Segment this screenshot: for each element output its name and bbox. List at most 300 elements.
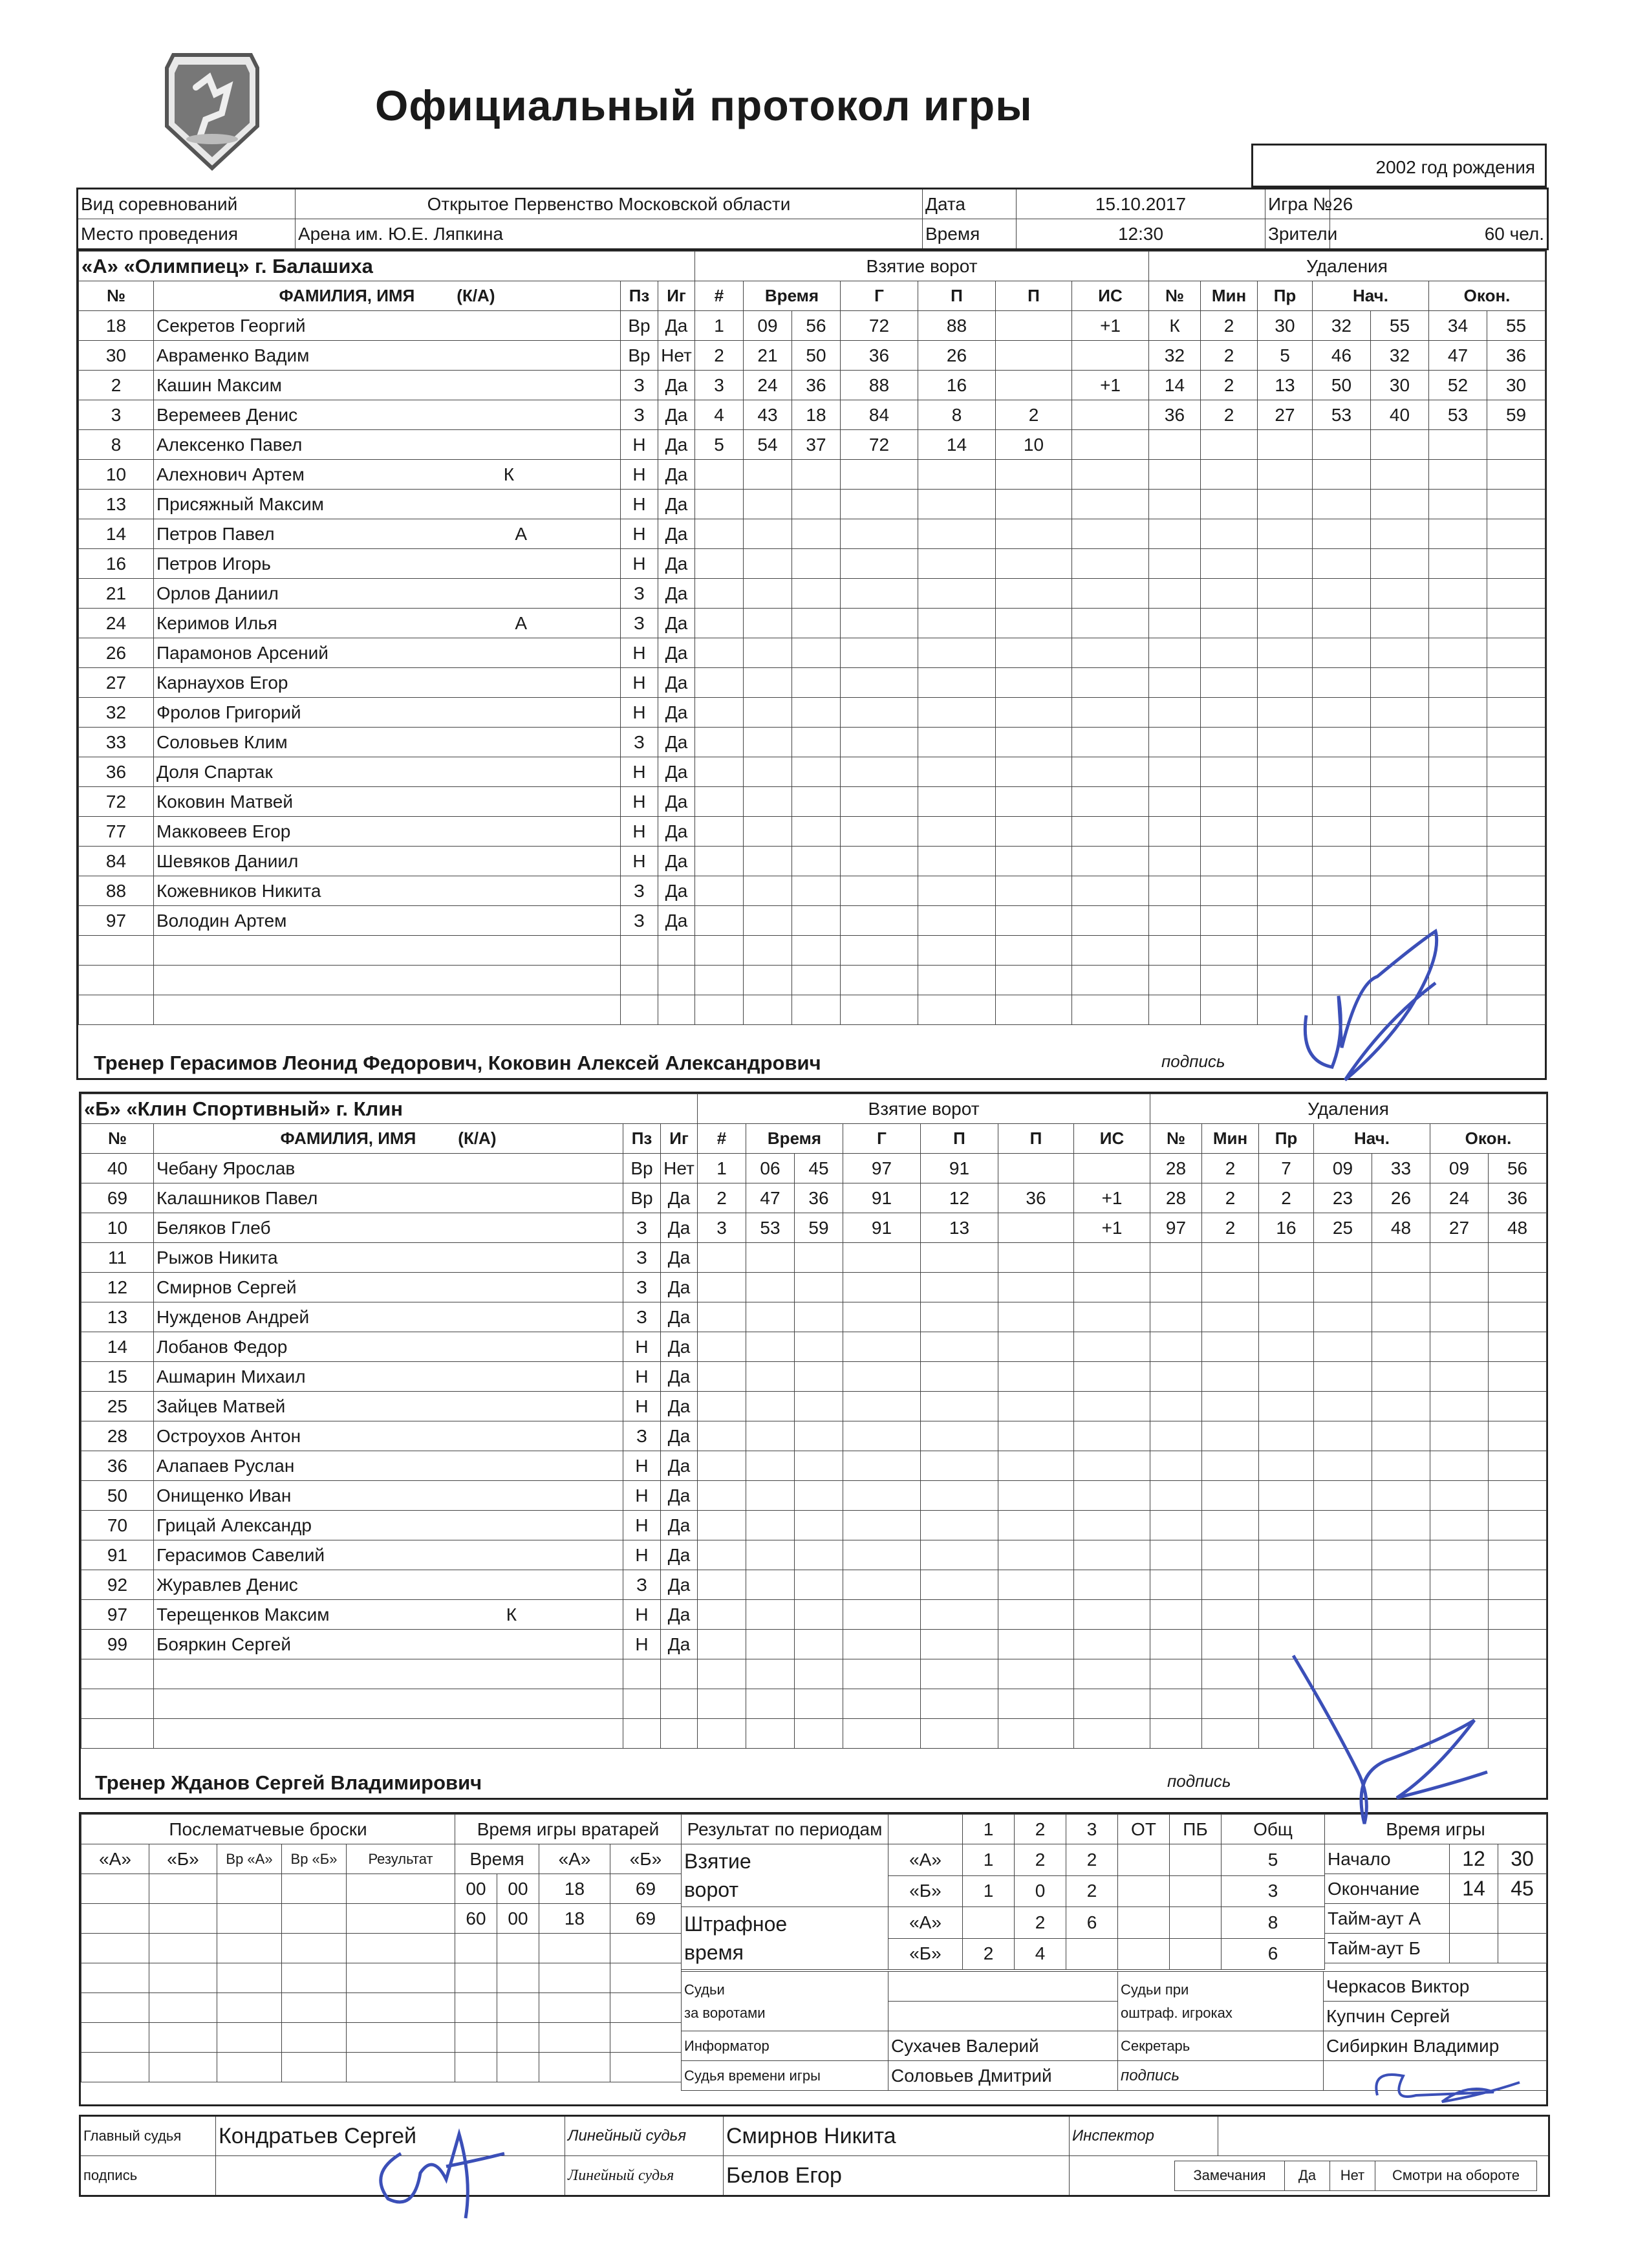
goal-row-cell [792,638,841,668]
player-name-text: Фролов Григорий [156,702,301,722]
penalty-row-cell [1487,609,1545,638]
goal-row-cell [1074,1540,1150,1570]
goal-row-cell [843,1600,921,1630]
player-row [79,490,695,519]
penalty-row-cell [1150,1659,1202,1689]
goal-row [695,728,1149,757]
goal-row-cell [1072,400,1149,430]
penalty-row-cell [1259,1332,1314,1362]
penalty-row-cell [1150,1481,1202,1511]
penalty-row-cell [1429,757,1487,787]
goal-row-cell [998,1600,1074,1630]
shootout-table [81,1814,455,2082]
penalty-row-cell [1429,609,1487,638]
goal-row-cell [744,817,792,847]
player-row [79,817,695,847]
player-plays: Да [661,1421,698,1451]
player-position: З [621,728,658,757]
penalty-row-cell [1202,1243,1259,1273]
goal-row-cell: 97 [843,1154,921,1183]
goal-row-cell [795,1719,843,1749]
goal-row-cell: 8 [918,400,996,430]
penalty-row-cell [1430,1511,1489,1540]
goal-row-cell [1072,966,1149,995]
penalty-row-cell [1313,817,1371,847]
player-number: 33 [79,728,154,757]
team-b-players-table [81,1094,698,1749]
player-row [79,757,695,787]
penalty-row [1149,609,1545,638]
player-position: Вр [623,1183,661,1213]
player-number: 72 [79,787,154,817]
birth-year-text: 2002 год рождения [1375,157,1535,177]
player-name [154,995,621,1025]
player-row [81,1213,698,1243]
player-name [154,1213,623,1243]
goal-row-cell [841,519,918,549]
player-plays: Да [658,876,695,906]
penalty-row-cell [1314,1570,1372,1600]
goal-row-cell [744,519,792,549]
goal-row-cell [698,1659,746,1689]
penalty-row-cell: 09 [1314,1154,1372,1183]
gk-cell [455,1934,497,1963]
player-name-text: Орлов Даниил [156,583,279,603]
player-plays: Да [661,1302,698,1332]
goal-row-cell [795,1243,843,1273]
spect-label: Зрители [1265,219,1330,250]
team-b-coach: Тренер Жданов Сергей Владимирович [95,1771,482,1794]
player-name [154,1154,623,1183]
player-number: 50 [81,1481,154,1511]
remarks-label: Замечания [1175,2161,1285,2190]
summary-section [79,1812,1548,2106]
penalty-row-cell [1202,1511,1259,1540]
pen-b-p3 [1066,1938,1118,1970]
penalty-row [1149,668,1545,698]
penalty-row-cell: 56 [1489,1154,1547,1183]
penalty-row-cell [1149,757,1201,787]
player-name [154,668,621,698]
goal-row-cell [996,966,1072,995]
player-position: Н [621,757,658,787]
penalty-row-cell: 48 [1489,1213,1547,1243]
goal-row-cell [841,995,918,1025]
gk-cell: 00 [497,1874,539,1904]
goal-row-cell [1074,1362,1150,1392]
goal-row-cell [921,1421,998,1451]
penalty-row-cell [1202,1659,1259,1689]
goal-row-cell [998,1481,1074,1511]
per-col-3: 3 [1066,1815,1118,1844]
player-name [154,341,621,371]
goal-row-cell [792,609,841,638]
penalty-row-cell [1258,430,1313,460]
goal-row-cell: 47 [746,1183,795,1213]
player-number: 84 [79,847,154,876]
penalty-row-cell [1149,668,1201,698]
penalty-row-cell [1314,1451,1372,1481]
goal-row-cell [695,966,744,995]
sh-col-a: «А» [81,1844,149,1874]
goal-row [695,876,1149,906]
penalty-row-cell [1371,847,1429,876]
penalty-row [1149,579,1545,609]
col-p-min: Мин [1201,281,1258,311]
penalty-row-cell [1313,638,1371,668]
comp-label: Вид соревнований [78,189,296,219]
player-number: 10 [81,1213,154,1243]
penalty-row-cell: 2 [1202,1213,1259,1243]
gt-start-h: 12 [1450,1844,1498,1874]
penalty-row-cell [1430,1451,1489,1481]
goal-row-cell [695,609,744,638]
header-table [76,188,1549,250]
player-row [79,311,695,341]
goal-row-cell [918,995,996,1025]
penalty-row-cell [1150,1243,1202,1273]
penalty-row-cell [1429,847,1487,876]
penalty-row-cell [1371,787,1429,817]
penalty-row-cell [1202,1600,1259,1630]
player-plays [661,1689,698,1719]
player-position: Н [623,1540,661,1570]
goal-row-cell [921,1630,998,1659]
gt-end-label: Окончание [1325,1874,1450,1904]
gk-row [455,1934,682,1963]
player-position: Вр [621,341,658,371]
player-number: 28 [81,1421,154,1451]
player-plays: Да [658,579,695,609]
goal-row-cell [843,1273,921,1302]
gk-row [455,1874,682,1904]
penalty-row-cell [1371,609,1429,638]
player-plays: Да [661,1540,698,1570]
goal-row-cell: 45 [795,1154,843,1183]
goal-row-cell: 59 [795,1213,843,1243]
goal-row-cell [695,579,744,609]
player-position: Н [621,519,658,549]
player-row [79,966,695,995]
penalty-row-cell [1258,698,1313,728]
penalty-row-cell [1371,549,1429,579]
goalie-time-table [455,1814,682,2082]
goal-row-cell [998,1630,1074,1659]
goal-row-cell [695,638,744,668]
penalty-row-cell [1313,787,1371,817]
player-name-text: Зайцев Матвей [156,1396,286,1416]
penalty-row-cell [1201,668,1258,698]
goal-row-cell [1074,1154,1150,1183]
shootout-title: Послематчевые броски [81,1815,455,1844]
col-g-p1: П [918,281,996,311]
gt-tob-label: Тайм-аут Б [1325,1934,1450,1963]
goal-row-cell [698,1451,746,1481]
goal-row-cell [744,876,792,906]
player-number [79,995,154,1025]
goal-row-cell [744,460,792,490]
player-number: 99 [81,1630,154,1659]
penalty-row-cell [1487,579,1545,609]
goal-row-cell [841,817,918,847]
goal-row [695,787,1149,817]
goal-row-cell [843,1630,921,1659]
player-number: 77 [79,817,154,847]
player-name-text: Керимов Илья [156,612,277,633]
penalty-row-cell [1430,1540,1489,1570]
penalty-row-cell [1313,609,1371,638]
line-ref-label-2: Линейный судья [565,2156,724,2196]
goal-row-cell [996,906,1072,936]
informer-value: Сухачев Валерий [888,2031,1118,2061]
penalty-row-cell [1372,1540,1430,1570]
goal-row [695,817,1149,847]
main-ref-sign-label: подпись [80,2156,216,2196]
player-number [79,936,154,966]
penalty-row-cell [1259,1302,1314,1332]
penalty-row-cell [1149,936,1201,966]
player-name [154,1421,623,1451]
player-name [154,1332,623,1362]
goal-row-cell [792,936,841,966]
goal-row-cell [996,847,1072,876]
player-row [79,400,695,430]
goal-row-cell [996,728,1072,757]
penalty-row-cell [1149,995,1201,1025]
penalty-row-cell [1149,876,1201,906]
penalty-row-cell [1487,519,1545,549]
player-name-text: Доля Спартак [156,761,273,782]
team-b-goals-table [697,1094,1150,1749]
goal-row-cell [998,1659,1074,1689]
player-name-text: Ашмарин Михаил [156,1366,306,1387]
goal-row [698,1630,1150,1659]
penalty-row-cell [1487,698,1545,728]
penalty-row-cell [1258,817,1313,847]
penalty-row-cell [1201,579,1258,609]
penalty-row [1149,787,1545,817]
goals-a-p2: 2 [1015,1844,1066,1876]
pen-a-p2: 2 [1015,1907,1066,1939]
player-plays [658,995,695,1025]
gt-start-m: 30 [1498,1844,1547,1874]
goal-row [698,1600,1150,1630]
goal-row-cell [841,906,918,936]
gk-cell [610,1993,682,2023]
goal-row-cell [795,1659,843,1689]
penalty-row-cell: 53 [1429,400,1487,430]
player-plays: Да [658,757,695,787]
player-row [79,906,695,936]
col-ig-b: Иг [661,1124,698,1154]
goal-judges-label: Судьи за воротами [682,1972,888,2031]
goal-row-cell: +1 [1072,371,1149,400]
player-number: 21 [79,579,154,609]
inspector-value [1218,2116,1549,2156]
player-name-text: Шевяков Даниил [156,850,299,871]
player-number: 8 [79,430,154,460]
player-name [154,549,621,579]
penalty-row [1149,371,1545,400]
penalty-row-cell [1258,519,1313,549]
gk-col-b: «Б» [610,1844,682,1874]
penalty-row-cell [1489,1392,1547,1421]
goal-row-cell [918,549,996,579]
penalty-row [1150,1154,1547,1183]
penalty-row-cell [1202,1421,1259,1451]
goal-row-cell: 72 [841,430,918,460]
penalty-row-cell: 23 [1314,1183,1372,1213]
pen-a-p1 [963,1907,1015,1939]
goal-row-cell: 12 [921,1183,998,1213]
player-position: Н [623,1481,661,1511]
player-name [154,1243,623,1273]
player-plays: Да [658,698,695,728]
goal-row-cell: 2 [996,400,1072,430]
penalty-row-cell [1149,906,1201,936]
player-plays [658,966,695,995]
player-position [621,936,658,966]
goal-row-cell [996,817,1072,847]
goal-row-cell [998,1362,1074,1392]
penalty-row-cell [1149,787,1201,817]
goal-row [698,1183,1150,1213]
penalty-row-cell [1202,1451,1259,1481]
player-name-text: Карнаухов Егор [156,672,288,693]
penalty-row-cell [1259,1451,1314,1481]
goal-row-cell [792,728,841,757]
goal-row-cell [1074,1481,1150,1511]
penalty-row-cell: 46 [1313,341,1371,371]
player-row [81,1570,698,1600]
penalty-row-cell: 25 [1314,1213,1372,1243]
player-plays: Да [661,1630,698,1659]
penalty-row [1150,1243,1547,1273]
penalty-row-cell [1487,638,1545,668]
goal-row-cell [921,1481,998,1511]
penalty-row-cell [1258,490,1313,519]
team-a-signature [1280,918,1474,1106]
penalty-row-cell: 2 [1201,311,1258,341]
per-title: Результат по периодам [682,1815,888,1844]
player-row [81,1273,698,1302]
col-g-p2-b: П [998,1124,1074,1154]
goal-row-cell [843,1421,921,1451]
goal-row-cell [698,1332,746,1362]
penalty-row-cell [1371,519,1429,549]
player-row [81,1659,698,1689]
col-p-num: № [1149,281,1201,311]
penalty-row-cell [1149,728,1201,757]
penalties-title: Удаления [1149,252,1545,281]
gk-cell [539,1934,610,1963]
goal-row-cell [746,1659,795,1689]
penalty-row-cell [1259,1421,1314,1451]
main-ref-signature [362,2115,517,2225]
goal-row-cell [695,549,744,579]
pen-judges-label: Судьи при оштраф. игроках [1118,1972,1324,2031]
goal-row-cell [746,1570,795,1600]
pen-judge-b: Купчин Сергей [1324,2002,1547,2031]
player-position: Вр [621,311,658,341]
goal-row-cell: 06 [746,1154,795,1183]
goal-row-cell [1072,936,1149,966]
penalty-row-cell: 5 [1258,341,1313,371]
penalty-row-cell [1314,1421,1372,1451]
player-position: Н [621,668,658,698]
penalty-row-cell [1150,1332,1202,1362]
penalty-row [1150,1600,1547,1630]
penalty-row-cell [1314,1273,1372,1302]
penalty-row-cell: К [1149,311,1201,341]
periods-table [681,1814,1325,1970]
goal-row-cell [792,817,841,847]
goal-row-cell [698,1362,746,1392]
penalty-row-cell [1259,1243,1314,1273]
player-row [81,1154,698,1183]
goal-row-cell [698,1570,746,1600]
penalty-row-cell [1150,1273,1202,1302]
player-plays: Да [661,1213,698,1243]
goal-row-cell [792,757,841,787]
goal-row [698,1421,1150,1451]
player-plays: Да [658,460,695,490]
goal-row [695,311,1149,341]
penalty-row-cell [1489,1273,1547,1302]
penalty-row [1149,876,1545,906]
penalty-row [1150,1540,1547,1570]
penalty-row [1149,757,1545,787]
goal-row-cell [996,668,1072,698]
goal-row-cell [996,549,1072,579]
penalty-row-cell: 2 [1259,1183,1314,1213]
col-p-start-b: Нач. [1314,1124,1430,1154]
goal-row-cell [843,1302,921,1332]
goal-row-cell: 21 [744,341,792,371]
penalty-row-cell [1371,728,1429,757]
penalty-row-cell [1314,1392,1372,1421]
penalty-row-cell: 55 [1371,311,1429,341]
player-row [81,1451,698,1481]
main-ref-value: Кондратьев Сергей [216,2116,565,2156]
goal-row-cell [792,519,841,549]
gk-cell [610,1963,682,1993]
player-name-text: Калашников Павел [156,1187,318,1208]
penalty-row-cell [1201,638,1258,668]
penalty-row-cell [1430,1570,1489,1600]
player-number: 70 [81,1511,154,1540]
goal-row-cell [998,1392,1074,1421]
penalty-row-cell [1372,1570,1430,1600]
goal-row-cell [744,728,792,757]
penalty-row-cell [1314,1362,1372,1392]
player-row [79,460,695,490]
player-number: 16 [79,549,154,579]
line-ref-label-1: Линейный судья [565,2116,724,2156]
player-name [154,1719,623,1749]
goal-row-cell [996,519,1072,549]
goal-row-cell [996,638,1072,668]
player-name-text: Беляков Глеб [156,1217,271,1238]
goal-row-cell [918,519,996,549]
goal-row-cell [918,966,996,995]
penalty-row-cell [1201,728,1258,757]
goal-row-cell [843,1332,921,1362]
goal-row-cell [843,1570,921,1600]
penalty-row [1149,430,1545,460]
gt-end-h: 14 [1450,1874,1498,1904]
penalty-row-cell [1149,579,1201,609]
